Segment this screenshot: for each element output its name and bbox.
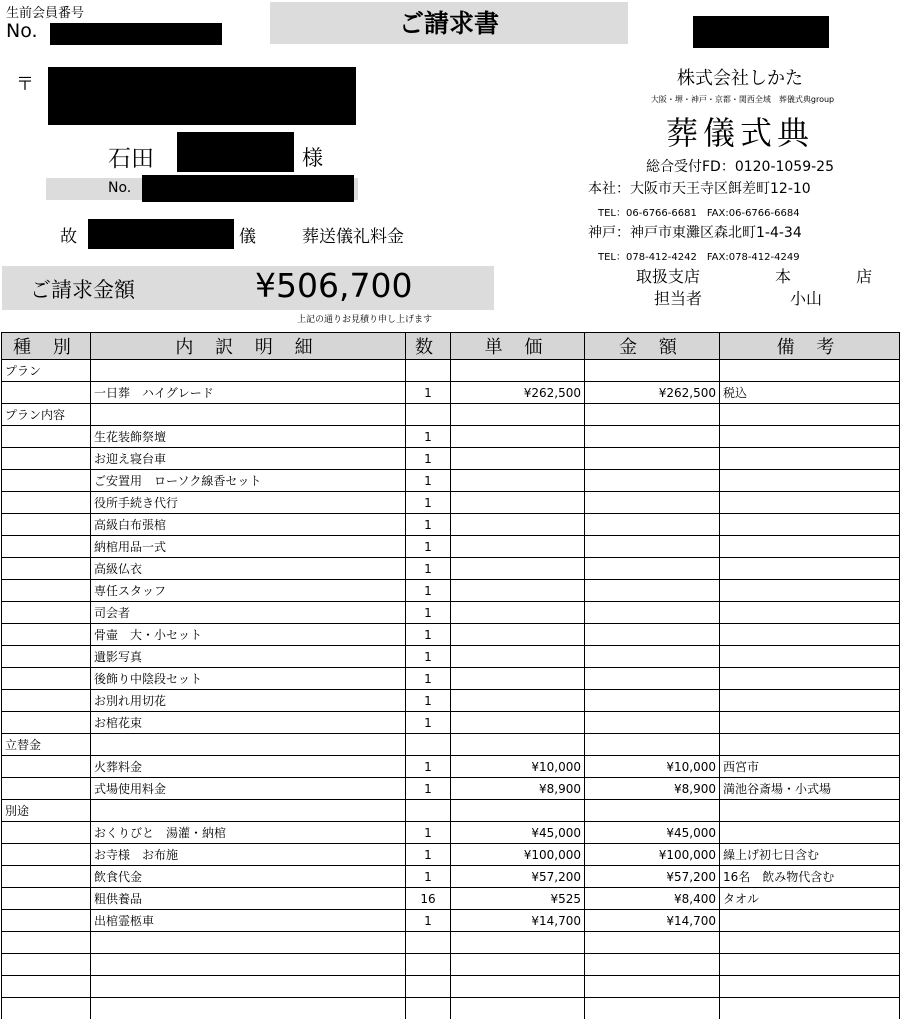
cell-category: 別途 [2,800,91,822]
cell-unit-price: ¥45,000 [451,822,585,844]
cell-amount [585,514,720,536]
cell-quantity: 1 [406,382,451,404]
cell-remarks [720,910,900,932]
cell-description: 飲食代金 [91,866,406,888]
cell-description: お迎え寝台車 [91,448,406,470]
cell-unit-price: ¥8,900 [451,778,585,800]
branch-label: 取扱支店 [636,267,701,286]
cell-amount [585,558,720,580]
cell-unit-price [451,492,585,514]
table-row [2,602,900,624]
company-name: 株式会社しかた [677,68,803,89]
table-row [2,558,900,580]
cell-unit-price [451,800,585,822]
amount-label: ご請求金額 [30,278,135,302]
cell-remarks [720,712,900,734]
cell-unit-price [451,536,585,558]
cell-remarks [720,998,900,1019]
cell-quantity: 1 [406,624,451,646]
cell-unit-price: ¥57,200 [451,866,585,888]
cell-category [2,514,91,536]
cell-category [2,602,91,624]
cell-amount [585,602,720,624]
cell-quantity: 1 [406,580,451,602]
cell-category [2,426,91,448]
cell-amount [585,624,720,646]
cell-category [2,580,91,602]
cell-category [2,866,91,888]
cell-amount: ¥262,500 [585,382,720,404]
document-title: ご請求書 [398,9,499,38]
cell-amount [585,470,720,492]
cell-quantity: 1 [406,514,451,536]
table-row [2,426,900,448]
cell-amount [585,492,720,514]
cell-description: 一日葬 ハイグレード [91,382,406,404]
cell-category: プラン内容 [2,404,91,426]
cell-category [2,558,91,580]
cell-quantity: 1 [406,536,451,558]
cell-unit-price [451,624,585,646]
table-row [2,756,900,778]
cell-unit-price [451,580,585,602]
cell-amount [585,426,720,448]
cell-unit-price [451,998,585,1019]
cell-amount [585,668,720,690]
cell-quantity: 1 [406,712,451,734]
cell-quantity: 16 [406,888,451,910]
cell-description: 司会者 [91,602,406,624]
cell-quantity: 1 [406,470,451,492]
table-row [2,646,900,668]
cell-remarks: 繰上げ初七日含む [720,844,900,866]
cell-amount [585,646,720,668]
table-row [2,844,900,866]
cell-unit-price [451,712,585,734]
header-remarks: 備 考 [720,333,900,360]
cell-quantity: 1 [406,690,451,712]
redacted-given-name [177,132,294,172]
table-row [2,866,900,888]
cell-quantity: 1 [406,866,451,888]
table-row [2,954,900,976]
manager-value: 小山 [790,289,823,308]
cell-amount [585,954,720,976]
cell-amount [585,800,720,822]
cell-category [2,712,91,734]
cell-unit-price [451,602,585,624]
cell-unit-price: ¥10,000 [451,756,585,778]
redacted-member-number [50,23,222,45]
header-amount: 金 額 [585,333,720,360]
itemized-table [1,332,900,1019]
amount-value: ¥506,700 [255,266,413,305]
cell-category [2,492,91,514]
cell-category [2,470,91,492]
cell-quantity [406,998,451,1019]
cell-remarks: 税込 [720,382,900,404]
table-row [2,404,900,426]
cell-category [2,448,91,470]
header-category: 種 別 [2,333,91,360]
cell-amount: ¥57,200 [585,866,720,888]
cell-amount: ¥10,000 [585,756,720,778]
cell-category [2,646,91,668]
cell-category: プラン [2,360,91,382]
cell-description: 骨壷 大・小セット [91,624,406,646]
cell-category [2,910,91,932]
cell-quantity: 1 [406,492,451,514]
cell-category: 立替金 [2,734,91,756]
cell-remarks [720,734,900,756]
cell-remarks [720,360,900,382]
cell-description [91,734,406,756]
cell-remarks [720,954,900,976]
cell-unit-price: ¥100,000 [451,844,585,866]
cell-quantity [406,734,451,756]
cell-description: お寺様 お布施 [91,844,406,866]
cell-description: 火葬料金 [91,756,406,778]
table-header-row [2,333,900,360]
amount-note: 上記の通りお見積り申し上げます [297,315,433,325]
cell-amount [585,976,720,998]
cell-description [91,998,406,1019]
invoice-purpose: 葬送儀礼料金 [302,227,404,247]
cell-unit-price: ¥14,700 [451,910,585,932]
cell-category [2,382,91,404]
cell-description: ご安置用 ローソク線香セット [91,470,406,492]
cell-category [2,624,91,646]
cell-unit-price [451,932,585,954]
cell-description: 式場使用料金 [91,778,406,800]
cell-quantity: 1 [406,602,451,624]
cell-description [91,932,406,954]
cell-remarks: 満池谷斎場・小式場 [720,778,900,800]
redacted-customer-number [142,175,354,202]
cell-remarks [720,470,900,492]
cell-remarks [720,448,900,470]
cell-category [2,844,91,866]
cell-quantity: 1 [406,844,451,866]
cell-unit-price [451,360,585,382]
cell-quantity [406,404,451,426]
table-row [2,712,900,734]
cell-description: 遺影写真 [91,646,406,668]
cell-description [91,360,406,382]
hq-address: 本社：大阪市天王寺区餌差町12-10 [588,181,811,197]
cell-amount: ¥8,400 [585,888,720,910]
cell-category [2,954,91,976]
cell-description: お棺花束 [91,712,406,734]
cell-unit-price: ¥262,500 [451,382,585,404]
table-row [2,734,900,756]
member-number-label: 生前会員番号 [6,6,85,21]
cell-description: 高級仏衣 [91,558,406,580]
hq-tel: TEL：06-6766-6681 FAX:06-6766-6684 [598,208,800,219]
table-row [2,888,900,910]
cell-description [91,976,406,998]
cell-amount: ¥14,700 [585,910,720,932]
table-row [2,976,900,998]
cell-amount [585,580,720,602]
addressee-surname: 石田 [108,146,154,172]
cell-unit-price [451,404,585,426]
cell-quantity: 1 [406,822,451,844]
deceased-prefix: 故 [60,227,77,247]
cell-quantity [406,932,451,954]
company-brand: 葬儀式典 [665,114,814,152]
cell-remarks [720,602,900,624]
cell-category [2,932,91,954]
cell-remarks [720,426,900,448]
cell-amount [585,360,720,382]
table-row [2,624,900,646]
table-row [2,448,900,470]
cell-quantity [406,800,451,822]
header-quantity: 数 [406,333,451,360]
cell-category [2,888,91,910]
cell-category [2,668,91,690]
cell-category [2,778,91,800]
cell-remarks [720,822,900,844]
cell-unit-price [451,690,585,712]
cell-remarks [720,646,900,668]
cell-description: 後飾り中陰段セット [91,668,406,690]
cell-amount [585,690,720,712]
kobe-address: 神戸：神戸市東灘区森北町1-4-34 [588,225,802,241]
table-row [2,998,900,1019]
cell-remarks: タオル [720,888,900,910]
cell-amount [585,734,720,756]
table-row [2,470,900,492]
cell-description [91,404,406,426]
cell-unit-price [451,734,585,756]
cell-amount: ¥8,900 [585,778,720,800]
table-row [2,580,900,602]
cell-remarks: 西宮市 [720,756,900,778]
company-service-areas: 大阪・堺・神戸・京都・関西全域 葬儀式典group [650,95,835,104]
table-row [2,822,900,844]
member-number-prefix: No. [6,20,38,42]
cell-remarks: 16名 飲み物代含む [720,866,900,888]
cell-quantity: 1 [406,558,451,580]
reception-number: 総合受付FD：0120-1059-25 [645,159,834,175]
cell-quantity [406,976,451,998]
cell-category [2,998,91,1019]
cell-quantity [406,954,451,976]
cell-unit-price [451,668,585,690]
kobe-tel: TEL：078-412-4242 FAX:078-412-4249 [598,252,800,263]
cell-quantity [406,360,451,382]
table-row [2,932,900,954]
cell-description: 生花装飾祭壇 [91,426,406,448]
header-description: 内 訳 明 細 [91,333,406,360]
cell-amount [585,536,720,558]
cell-description: 役所手続き代行 [91,492,406,514]
cell-description [91,800,406,822]
cell-remarks [720,404,900,426]
table-row [2,536,900,558]
table-row [2,360,900,382]
cell-category [2,756,91,778]
cell-unit-price [451,514,585,536]
cell-amount [585,404,720,426]
branch-value: 本 店 [775,267,873,286]
table-row [2,668,900,690]
cell-amount: ¥45,000 [585,822,720,844]
cell-description: 高級白布張棺 [91,514,406,536]
cell-unit-price [451,426,585,448]
cell-remarks [720,558,900,580]
cell-remarks [720,624,900,646]
table-row [2,514,900,536]
cell-description: 粗供養品 [91,888,406,910]
cell-category [2,690,91,712]
cell-quantity: 1 [406,778,451,800]
cell-unit-price [451,558,585,580]
cell-category [2,536,91,558]
cell-remarks [720,976,900,998]
cell-unit-price [451,954,585,976]
cell-amount [585,998,720,1019]
cell-remarks [720,514,900,536]
cell-remarks [720,536,900,558]
cell-remarks [720,932,900,954]
cell-description: 出棺霊柩車 [91,910,406,932]
customer-number-label: No. [108,180,132,196]
table-row [2,800,900,822]
cell-amount [585,932,720,954]
cell-description: お別れ用切花 [91,690,406,712]
manager-label: 担当者 [654,289,703,308]
cell-description: 納棺用品一式 [91,536,406,558]
postal-mark: 〒 [16,74,34,95]
redacted-address [48,67,356,125]
cell-category [2,822,91,844]
cell-remarks [720,492,900,514]
cell-description: 専任スタッフ [91,580,406,602]
header-unit-price: 単 価 [451,333,585,360]
deceased-suffix: 儀 [239,227,256,247]
honorific: 様 [302,146,323,170]
cell-unit-price: ¥525 [451,888,585,910]
cell-description [91,954,406,976]
cell-quantity: 1 [406,646,451,668]
cell-amount [585,712,720,734]
cell-category [2,976,91,998]
cell-unit-price [451,976,585,998]
cell-unit-price [451,448,585,470]
cell-remarks [720,668,900,690]
table-row [2,492,900,514]
cell-quantity: 1 [406,448,451,470]
cell-amount: ¥100,000 [585,844,720,866]
cell-remarks [720,580,900,602]
redacted-deceased-name [88,219,234,249]
cell-remarks [720,690,900,712]
table-row [2,690,900,712]
cell-quantity: 1 [406,426,451,448]
table-row [2,778,900,800]
cell-quantity: 1 [406,910,451,932]
redacted-header-block [693,16,829,48]
cell-unit-price [451,646,585,668]
cell-unit-price [451,470,585,492]
cell-quantity: 1 [406,668,451,690]
cell-description: おくりびと 湯灌・納棺 [91,822,406,844]
cell-remarks [720,800,900,822]
cell-quantity: 1 [406,756,451,778]
cell-amount [585,448,720,470]
table-row [2,910,900,932]
table-row [2,382,900,404]
